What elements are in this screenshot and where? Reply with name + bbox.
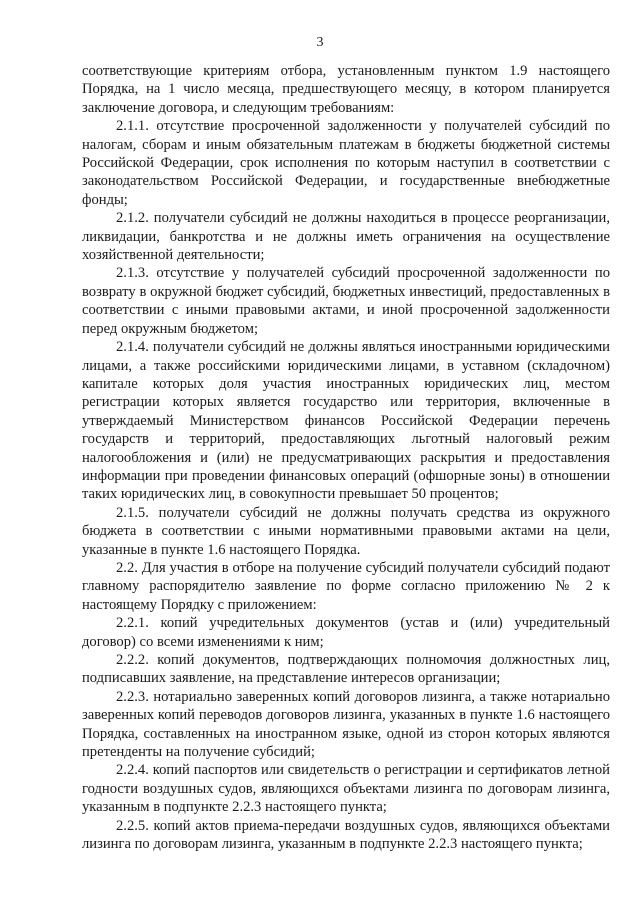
paragraph-2-1-4: 2.1.4. получатели субсидий не должны являться иностранными юридическими лицами, а также российскими юридическими лицами, в уставном (складочном) капитале которых доля участия иностранных юридических лиц, местом регистрации которых является государство или территория, включенные в утверждаемый Министерством финансов Российской Федерации перечень государств и территорий, предоставляющих льготный налоговый режим налогообложения и (или) не предусматривающих раскрытия и предоставления информации при проведении финансовых операций (офшорные зоны) в отношении таких юридических лиц, в совокупности превышает 50 процентов;	[82, 339, 610, 503]
paragraph-2-2-5: 2.2.5. копий актов приема-передачи воздушных судов, являющихся объектами лизинга по договорам лизинга, указанным в подпункте 2.2.3 настоящего пункта;	[82, 817, 610, 853]
paragraph-2-1-3: 2.1.3. отсутствие у получателей субсидий просроченной задолженности по возврату в окружной бюджет субсидий, бюджетных инвестиций, предоставленных в соответствии с иными правовыми актами, и иной просроченной задолженности перед окружным бюджетом;	[82, 265, 610, 337]
paragraph-2-2: 2.2. Для участия в отборе на получение субсидий получатели субсидий подают главному распорядителю заявление по форме согласно приложению № 2 к настоящему Порядку с приложением:	[82, 559, 610, 613]
paragraph-intro-continuation: соответствующие критериям отбора, установленным пунктом 1.9 настоящего Порядка, на 1 число месяца, предшествующего месяцу, в котором планируется заключение договора, и следующим требованиям:	[82, 63, 610, 116]
paragraph-2-2-3: 2.2.3. нотариально заверенных копий договоров лизинга, а также нотариально заверенных копий переводов договоров лизинга, указанных в пункте 1.6 настоящего Порядка, составленных на иностранном языке, одной из сторон которых являются претенденты на получение субсидий;	[82, 688, 610, 761]
paragraph-2-1-1: 2.1.1. отсутствие просроченной задолженности у получателей субсидий по налогам, сборам и иным обязательным платежам в бюджеты бюджетной системы Российской Федерации, срок исполнения по которым наступил в соответствии с законодательством Российской Федерации, и государственные внебюджетные фонды;	[82, 118, 610, 208]
paragraph-2-2-1: 2.2.1. копий учредительных документов (устав и (или) учредительный договор) со всеми изменениями к ним;	[82, 615, 610, 650]
paragraph-2-1-5: 2.1.5. получатели субсидий не должны получать средства из окружного бюджета в соответствии с иными нормативными правовыми актами на цели, указанные в пункте 1.6 настоящего Порядка.	[82, 504, 610, 558]
page-number: 3	[316, 35, 324, 50]
paragraph-2-2-2: 2.2.2. копий документов, подтверждающих полномочия должностных лиц, подписавших заявление, на представление интересов организации;	[82, 652, 610, 687]
paragraph-2-2-4: 2.2.4. копий паспортов или свидетельств о регистрации и сертификатов летной годности воздушных судов, являющихся объектами лизинга по договорам лизинга, указанным в подпункте 2.2.3 настоящего пункта;	[82, 762, 610, 816]
document-body	[82, 62, 610, 853]
paragraph-2-1-2: 2.1.2. получатели субсидий не должны находиться в процессе реорганизации, ликвидации, банкротства и не должны иметь ограничения на осуществление хозяйственной деятельности;	[82, 210, 610, 264]
